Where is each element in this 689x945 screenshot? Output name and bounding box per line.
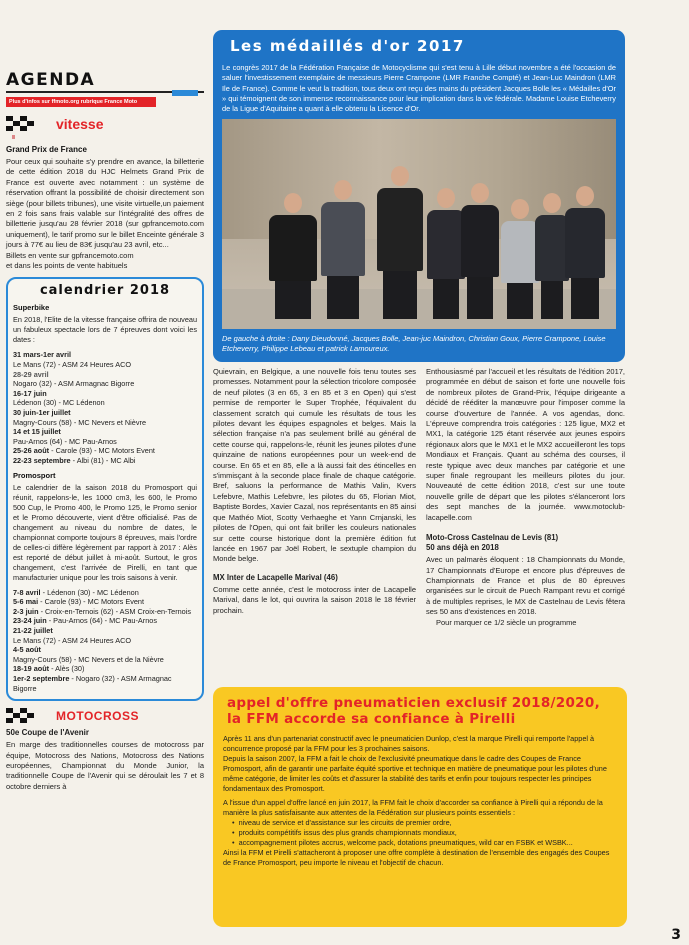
calendar-event [13, 389, 197, 408]
event-date: 16-17 juin [13, 388, 47, 398]
calendar-event [13, 446, 197, 456]
grand-prix-text-2: Billets en vente sur gpfrancemoto.com [6, 250, 134, 260]
event-date: 28-29 avril [13, 369, 49, 379]
calendar-event [13, 408, 197, 427]
agenda-subtitle: Plus d'infos sur ffmoto.org rubrique France Moto [6, 97, 156, 107]
event-date: 7-8 avril [13, 587, 41, 597]
event-place: Le Mans (72) - ASM 24 Heures ACO [13, 635, 132, 645]
vitesse-header [6, 116, 204, 132]
event-place: Lédenon (30) - MC Lédenon [13, 398, 105, 408]
agenda-accent-bar [172, 90, 198, 96]
event-place: Le Mans (72) - ASM 24 Heures ACO [13, 360, 132, 370]
event-date: 14 et 15 juillet [13, 427, 61, 437]
article-column-middle [213, 367, 416, 616]
agenda-column [6, 70, 204, 940]
event-place: Magny-Cours (58) - MC Nevers et Nièvre [13, 417, 146, 427]
checkered-flag-icon [6, 116, 34, 132]
event-date: 2-3 juin [13, 606, 39, 616]
calendar-event [13, 645, 197, 664]
castelnau-text-2: Pour marquer ce 1/2 siècle un programme [436, 617, 577, 627]
mx-lacapelle-title: MX Inter de Lacapelle Marival (46) [213, 572, 338, 582]
event-place: - Carole (93) - MC Motors Event [49, 446, 155, 456]
agenda-title: AGENDA [6, 70, 204, 93]
photo-person [314, 180, 372, 319]
calendar-event [13, 616, 197, 626]
mx-lacapelle-text: Comme cette année, c'est le motocross inter de Lacapelle Marival, dans le lot, qui ouvrira la saison 2018 le 18 février prochain. [213, 584, 416, 615]
promosport-title: Promosport [13, 470, 56, 480]
photo-caption: De gauche à droite : Dany Dieudonné, Jacques Bolle, Jean-juc Maindron, Christian Goux, Pierre Crampone, Louise Etcheverry, Philippe Lebeau et patrick Lamoureux. [222, 334, 606, 354]
medailles-box [213, 30, 625, 362]
event-date: 21-22 juillet [13, 625, 53, 635]
superbike-title: Superbike [13, 303, 50, 313]
medailles-intro: Le congrès 2017 de la Fédération Française de Motocyclisme qui s'est tenu à Lille début novembre a été l'occasion de saluer l'investissement exemplaire de messieurs Pierre Crampone (LMR Franche Compté) et Jean-Luc Maindron (LMR Ile de France). Comme le veut la tradition, tous deux ont reçu des mains du président Jacques Bolle les « Médailles d'Or » qui témoignent de son immense reconnaissance pour leur implication dans la vie fédérale. Madame Louise Etcheverry de la Ligue d'Aquitaine a quant à elle obtenu la Licence d'Or. [222, 63, 616, 114]
event-place: Nogaro (32) - ASM Armagnac Bigorre [13, 379, 135, 389]
pirelli-p3: A l'issue d'un appel d'offre lancé en juin 2017, la FFM fait le choix d'accorder sa confiance à Pirelli qui a répondu de la manière la plus satisfaisante aux attentes de la Fédération sur plusieurs points essentiels : [223, 798, 603, 817]
event-place: - Alès (30) [49, 664, 85, 674]
pirelli-bullet: • produits compétitifs issus des plus grands championnats mondiaux, [241, 828, 617, 838]
event-date: 31 mars-1er avril [13, 350, 72, 360]
event-date: 5-6 mai [13, 597, 39, 607]
castelnau-title: Moto-Cross Castelnau de Levis (81) [426, 533, 559, 543]
calendar-event [13, 674, 197, 693]
calendar-event [13, 626, 197, 645]
coupe-avenir-title: 50e Coupe de l'Avenir [6, 728, 89, 738]
event-place: Pau-Arnos (64) - MC Pau-Arnos [13, 436, 117, 446]
promosport-text: Le calendrier de la saison 2018 du Promosport qui réunit, rappelons-le, les 1000 cm3, les 600, le Promo 500 Cup, le Promo 400, le Promo 125, le Promo senior et le Promo découverte, vient d'être officialisé. Pas de changement au niveau du nombre de dates, le championnat comporte toujours 8 épreuves, mais l'ordre de celles-ci diffère légèrement par rapport à 2017 : Alès est reporté de début juillet à mi-août. Surtout, le gros changement, c'est l'arrivée de Pirelli, en tant que manufacturier unique pour les trois saisons à venir. [13, 482, 197, 582]
pirelli-p1: Après 11 ans d'un partenariat constructif avec le pneumaticien Dunlop, c'est la marque Pirelli qui remporte l'appel à concurrence proposé par la FFM pour les 3 prochaines saisons. [223, 734, 595, 753]
coupe-avenir-continued: Quievrain, en Belgique, a une nouvelle fois tenu toutes ses promesses. Notamment pour la sélection tricolore composée de neuf pilotes (3 en 65, 3 en 85 et 3 en Open) qui s'est permise de remporter le Super Trophée, l'équivalent du classement scratch qui cumule les résultats de tous les pilotes devant les équipes espagnoles et belges. Mais la sélection française n'a pas seulement brillé au général de cette course qui, rappelons-le, réunit les jeunes pilotes d'une quinzaine de nations européennes pour un week-end de course. En 65 et en 85, elle a là aussi fait des étincelles en s'immisçant à la seconde place finale de chaque catégorie. Bref, saluons la performance de Mathis Valin, Kvers Lefebvre, Mathis Lefebvre, les pilotes du 65, Florian Miot, Baptiste Bordes, Xavier Cazal, nos représentants en 85 ainsi que Mathéo Miot, Scotty Verhaeghe et Yann Crnjanski, les pilotes de l'Open, qui ont fait briller les couleurs nationales sur cette course historique dont la première édition fut lancée en 1967 par Joël Robert, le sextuple champion du Monde belge. [213, 367, 416, 564]
event-place: - Carole (93) - MC Motors Event [38, 597, 144, 607]
castelnau-text: Avec un palmarès éloquent : 18 Championnats du Monde, 17 Championnats d'Europe et encore plus d'épreuves de Championnats de France et plus de 80 épreuves organisées sur le circuit de Puech Rampant revu et corrigé à de multiples reprises, le MX de Castelnau de Levis fêtera ses 50 ans d'existences en 2018. [426, 555, 625, 617]
calendar-event [13, 427, 197, 446]
event-place: - Croix-en-Ternois (62) - ASM Croix-en-Ternois [38, 606, 192, 616]
calendar-event [13, 597, 197, 607]
event-place: - Nogaro (32) - ASM Armagnac Bigorre [13, 673, 172, 693]
event-date: 18-19 août [13, 664, 50, 674]
calendar-event [13, 370, 197, 389]
photo-person [558, 186, 612, 319]
pirelli-p2: Depuis la saison 2007, la FFM a fait le choix de l'exclusivité pneumatique dans le cadre des Coupes de France Promosport, afin de garantir une parfaite équité sportive et technique en matière de pneumatique pour les pilotes d'une même catégorie, de limiter les coûts et d'assurer la stabilité des tarifs et enfin pour toujours respecter les principes fondamentaux des Promosport. [223, 754, 607, 793]
calendar-event [13, 456, 197, 466]
page-number: 3 [671, 927, 681, 943]
calendar-event [13, 607, 197, 617]
pirelli-bullet-list [223, 818, 617, 848]
event-date: 22-23 septembre [13, 456, 71, 465]
superbike-text: En 2018, l'Elite de la vitesse française offrira de nouveau un fabuleux spectacle lors de 7 épreuves dont voici les dates : [13, 315, 197, 345]
motocross-title: MOTOCROSS [56, 709, 139, 724]
event-date: 1er-2 septembre [13, 673, 70, 683]
calendar-event [13, 664, 197, 674]
event-place: Magny-Cours (58) - MC Nevers et de la Nièvre [13, 654, 164, 664]
pirelli-box [213, 687, 627, 927]
castelnau-subtitle: 50 ans déjà en 2018 [426, 543, 499, 553]
event-place: - Pau-Arnos (64) - MC Pau-Arnos [46, 616, 157, 626]
pirelli-bullet: • niveau de service et d'assistance sur les circuits de premier ordre, [241, 818, 617, 828]
coupe-avenir-text: En marge des traditionnelles courses de motocross par équipe, Motocross des Nations, Motocross des Nations européennes, Championnat du Monde Junior, la traditionnelle Coupe de l'Avenir qui se déroulait les 7 et 8 octobre derniers à [6, 740, 204, 791]
checkered-flag-icon [6, 708, 34, 724]
event-date: 30 juin-1er juillet [13, 408, 71, 418]
pirelli-title: appel d'offre pneumaticien exclusif 2018/2020, la FFM accorde sa confiance à Pirelli [227, 695, 600, 727]
calendar-box [6, 277, 204, 701]
event-date: 25-26 août [13, 446, 50, 456]
grand-prix-title: Grand Prix de France [6, 145, 87, 154]
promosport-event-list [13, 588, 197, 694]
pirelli-bullet: • accompagnement pilotes accrus, welcome pack, dotations pneumatiques, wild car en FSBK et WSBK... [241, 838, 617, 848]
event-date: 4-5 août [13, 645, 41, 655]
calendar-title: calendrier 2018 [39, 283, 171, 299]
event-date: 23-24 juin [13, 616, 47, 626]
pirelli-p4: Ainsi la FFM et Pirelli s'attacheront à proposer une offre complète à destination de l'ensemble des engagés des Coupes de France Promosport, peu importe le niveau et l'objectif de chacun. [223, 848, 610, 867]
superbike-event-list [13, 350, 197, 465]
article-column-right [426, 367, 625, 628]
medailles-title: Les médaillés d'or 2017 [230, 37, 465, 55]
calendar-event [13, 350, 197, 369]
grand-prix-text-3: et dans les points de vente habituels [6, 261, 128, 271]
grand-prix-text: Pour ceux qui souhaite s'y prendre en avance, la billetterie de cette édition 2018 du HJC Helmets Grand Prix de France est ouverte avec notamment : un système de réservation offrant la possibilité de choisir directement son siège (pour billets tribunes), une visite virtuelle,un paiement en 2 fois sans frais valable sur l'intégralité des offres de billetterie jusqu'au 28 février 2018 (sur gpfrancemoto.com uniquement), le tarif promo sur le billet Enceinte générale 3 jours à 77€ au lieu de 83€ jusqu'au 23 avril, etc... [6, 157, 204, 250]
event-place: - Albi (81) - MC Albi [70, 456, 136, 465]
motocross-header [6, 708, 204, 724]
vitesse-title: vitesse [56, 116, 104, 132]
group-photo [222, 119, 616, 329]
calendar-event [13, 588, 197, 598]
lacapelle-continued: Enthousiasmé par l'accueil et les résultats de l'édition 2017, programmée en début de saison et forte une nouvelle fois de nombreux pilotes de Grand-Prix, l'équipe dirigeante a décidé de rééditer la manœuvre pour l'imposer comme la course d'ouverture de l'année. A vos agendas, donc. L'épreuve comprendra trois catégories : 125 ligue, MX2 et MX1, la catégorie 125 étant réservée aux jeunes espoirs régionaux alors que le MX1 et le MX2 accueilleront les tops Mondiaux et Français. Quant au schéma des courses, il reste typique avec deux manches par catégorie et une super finale regroupant les meilleurs pilotes du jour. Nouveauté de cette édition 2018, c'est sur une toute nouvelle grille de départ que les pilotes s'élanceront lors des sept manches de la journée. www.motoclub-lacapelle.com [426, 367, 625, 522]
bullet-icon [12, 135, 15, 139]
event-place: - Lédenon (30) - MC Lédenon [40, 587, 139, 597]
